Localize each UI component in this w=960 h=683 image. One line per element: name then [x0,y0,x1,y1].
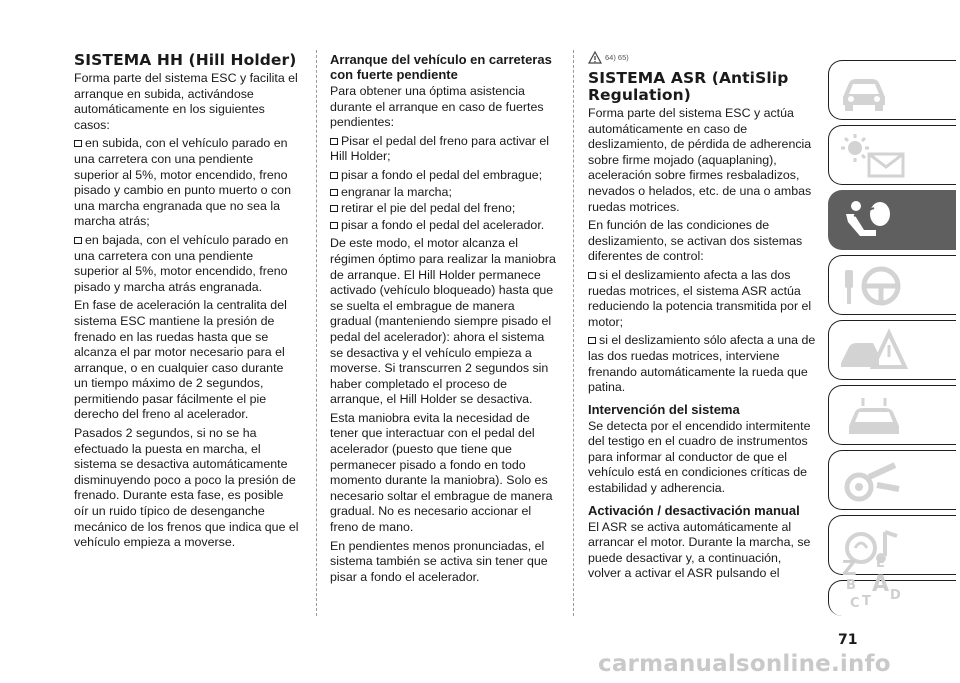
seat-airbag-icon [838,196,898,244]
subheading-steep-roads: Arranque del vehículo en carreteras con fuerte pendiente [330,52,552,82]
index-letter: A [872,572,890,597]
chapter-tab-safety-active[interactable] [828,190,956,250]
paragraph: En fase de aceleración la centralita del sistema ESC mantiene la presión de frenado en las ruedas hasta que se alcanza el par motor necesario para el arranque, o en cualquier caso durante un tiempo máximo de 2 segundos, permitiendo pasar fácilmente el pie derecho del freno al acelerador. [74,298,287,422]
index-letter: B [846,578,856,593]
bullet-item [588,268,816,330]
chapter-tab-technical-data[interactable] [828,450,956,510]
key-steering-wheel-icon [839,262,909,310]
warning-triangle-icon [588,51,602,64]
breakdown-warning-triangle-icon [839,327,909,375]
index-letters [842,556,912,616]
bullet-item [588,333,816,395]
bullet-item [74,136,299,230]
chapter-tab-emergency[interactable] [828,320,956,380]
paragraph: El ASR se activa automáticamente al arrancar el motor. Durante la marcha, se puede desactivar y, a continuación, volver a activar el ASR pulsando el [588,519,811,581]
chapter-tab-warning-lights[interactable] [828,125,956,185]
paragraph: De este modo, el motor alcanza el régimen óptimo para realizar la maniobra de arranque. El Hill Holder permanece activado (vehículo bloqueado) hasta que se suelta el embrague de manera gradual (manteniendo siempre pisado el pedal del acelerador): ahora el sistema se desactiva y el vehículo empieza a moverse. Si transcurren 2 segundos sin haber completado el proceso de arranque, el Hill Holder se desactiva. [330,236,556,407]
technical-data-icon [839,457,909,505]
bullet-item [330,201,558,217]
section-title-asr: SISTEMA ASR (AntiSlip Regulation) [588,69,789,104]
car-dashboard-icon [839,67,889,113]
paragraph: Para obtener una óptima asistencia durante el arranque en caso de fuertes pendientes: [330,84,544,130]
bullet-square-icon [74,237,82,244]
subheading-manual-activation: Activación / desactivación manual [588,502,800,518]
warning-ref-numbers: 64) 65) [605,52,629,62]
index-letter: T [862,594,871,609]
bullet-text: Pisar el pedal del freno para activar el Hill Holder; [330,133,550,164]
bullet-square-icon [74,140,82,147]
bullet-item [330,168,558,184]
index-letter: E [876,556,885,571]
subheading-intervention: Intervención del sistema [588,401,740,417]
bullet-square-icon [330,205,338,212]
index-letter: Z [842,556,857,580]
bullet-text: pisar a fondo el pedal del acelerador. [341,217,545,232]
bullet-text: si el deslizamiento afecta a las dos ruedas motrices, el sistema ASR actúa reduciendo la potencia transmitida por el motor; [588,267,812,329]
paragraph: Esta maniobra evita la necesidad de tener que interactuar con el pedal del acelerador (puesto que tiene que permanecer pisado a fondo en todo momento durante la maniobra). Solo es necesario soltar el embrague de manera gradual. No es necesario accionar el freno de mano. [330,410,553,535]
bullet-text: retirar el pie del pedal del freno; [341,201,516,216]
chapter-tab-dashboard[interactable] [828,60,956,120]
bullet-text: engranar la marcha; [341,184,452,199]
bullet-square-icon [330,222,338,229]
warning-reference [588,47,816,67]
maintenance-car-icon [839,392,909,440]
warning-lights-mail-icon [839,132,909,180]
bullet-text: si el deslizamiento sólo afecta a una de las dos ruedas motrices, interviene frenando automáticamente la rueda que patina. [588,333,816,395]
bullet-text: pisar a fondo el pedal del embrague; [341,167,543,182]
paragraph: Forma parte del sistema ESC y facilita el arranque en subida, activándose automáticamente en los siguientes casos: [74,71,298,132]
paragraph: En función de las condiciones de deslizamiento, se activan dos sistemas diferentes de control: [588,218,803,264]
bullet-text: en subida, con el vehículo parado en una carretera con una pendiente superior al 5%, motor encendido, freno pisado y cambio en punto muerto o con una marcha engranada que no sea la marcha atrás; [74,136,291,229]
column-asr [588,47,816,585]
bullet-item [74,233,299,295]
bullet-item [330,134,558,165]
bullet-text: en bajada, con el vehículo parado en una carretera con una pendiente superior al 5%, motor encendido, freno pisado y marcha atrás engranada. [74,232,289,294]
paragraph: Se detecta por el encendido intermitente del testigo en el cuadro de instrumentos para informar al conductor de que el vehículo está en condiciones críticas de estabilidad y adherencia. [588,418,811,496]
bullet-square-icon [330,189,338,196]
index-letter: D [890,588,901,603]
column-divider [316,50,317,616]
chapter-tab-maintenance[interactable] [828,385,956,445]
watermark-text: carmanualsonline.info [598,651,891,677]
paragraph: Pasados 2 segundos, si no se ha efectuado la puesta en marcha, el sistema se desactiva automáticamente disminuyendo poco a poco la presión de frenado. Durante esta fase, es posible oír un ruido típico de desenganche mecánico de los frenos que indica que el vehículo empieza a moverse. [74,426,299,550]
bullet-item [330,185,558,201]
bullet-square-icon [330,138,338,145]
section-title-hill-holder: SISTEMA HH (Hill Holder) [74,51,297,69]
column-steep-start [330,52,558,588]
chapter-tab-starting-driving[interactable] [828,255,956,315]
page-number: 71 [838,632,858,648]
paragraph: En pendientes menos pronunciadas, el sistema también se activa sin tener que pisar a fondo el acelerador. [330,538,548,584]
column-hill-holder [74,52,299,554]
bullet-square-icon [588,272,596,279]
paragraph: Forma parte del sistema ESC y actúa automáticamente en caso de deslizamiento, de pérdida de adherencia sobre firme mojado (aquaplaning), aceleración sobre firmes resbaladizos, nevados o helados, etc. de una o ambas ruedas motrices. [588,106,812,214]
index-letter: C [850,596,860,611]
bullet-square-icon [588,337,596,344]
bullet-item [330,218,558,234]
column-divider [573,50,574,616]
bullet-square-icon [330,172,338,179]
